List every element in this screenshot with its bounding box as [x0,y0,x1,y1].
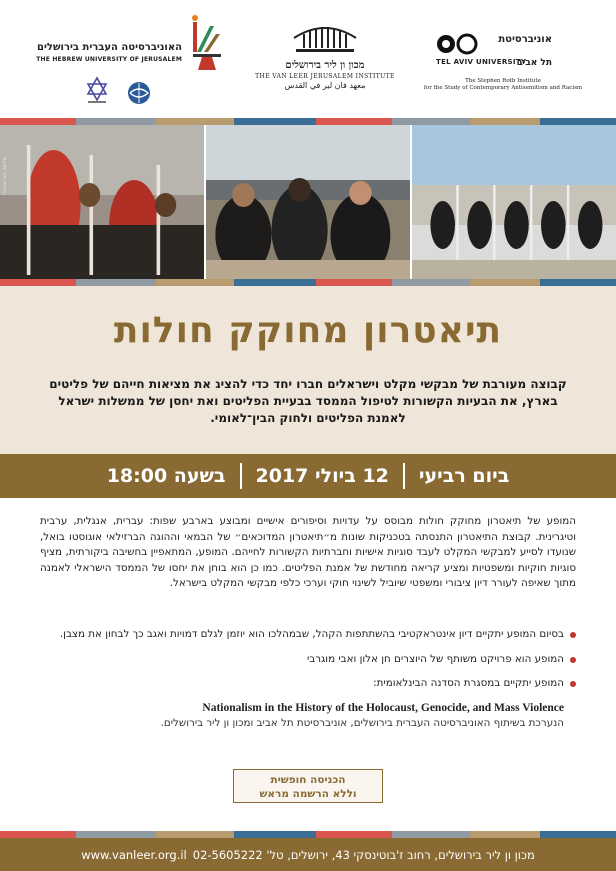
tau-name-hebrew-2: תל אביב [517,58,552,68]
free-entry-line-1: הכניסה חופשית [270,774,346,786]
menorah-emblem-icon [190,14,224,72]
event-time: בשעה 18:00 [106,465,226,487]
date-separator [403,463,405,489]
performance-photo-2 [206,125,410,279]
event-intro: קבוצה מעורבת של מבקשי מקלט וישראלים חברו יחד כדי להציג את מציאות חייהם של פליטים בארץ, את הבעיות הקשורות לטיפול הממסד בבעיית הפליטים ואת יחסן של ממשלות ישראל לאמנת הפליטים ולחוק הבין־לאומי. [49,377,567,425]
globe-icon [126,80,152,106]
photo-strip [0,125,616,279]
color-strip-bottom [0,831,616,838]
performance-photo-1 [0,125,204,279]
event-title: תיאטרון מחוקק חולות [113,310,503,351]
van-leer-name-hebrew: מכון ון ליר בירושלים [285,60,365,71]
date-bar [0,454,616,498]
huji-name-hebrew: האוניברסיטה העברית בירושלים [36,42,182,53]
event-description: המופע של תיאטרון מחוקק חולות מבוסס על עדויות וסיפורים אישיים ומבוצע בארבע שפות: עברית, אנגלית, ערבית וטיגרינית. קבוצת התיאטרון התנסתה בטכניקות שונות מ״תיאטרון המדוכאים״ של הבמאי וההוגה הברזילאי אוגוסטו בואל, שנועדו לסייע למבקשי המקלט לעבד סוגיות אישיות וחברתיות הקשורות לחייהם. המופע, המתאפיין בחשיבה ביקורתית, מציף סוגיות חוקיות ומשפטיות ומציע קריאה מחודשת של אמנת הפליטים. כמו כן הוא בוחן את יחסו של הממסד הישראלי לאמנה מתוך שאיפה לעורר דיון ציבורי ומשפטי שיוביל לשינוי חוקי וערכי כלפי מבקשי המקלט בישראל. [40,515,576,589]
color-strip-top [0,118,616,125]
tau-circles-icon [436,32,480,56]
free-entry-box [233,769,383,803]
van-leer-name-arabic: معهد فان لير في القدس [284,81,366,90]
performance-photo-3 [412,125,616,279]
free-entry-line-2: וללא הרשמה מראש [259,788,357,800]
huji-name-english: THE HEBREW UNIVERSITY OF JERUSALEM [36,56,182,63]
event-details-list [40,627,576,732]
list-item: המופע הוא פרויקט משותף של היוצרים חן אלון ואבי מוגרבי [40,652,576,668]
van-leer-building-icon [290,18,360,54]
footer-address: מכון ון ליר בירושלים, רחוב ז'בוטינסקי 43, ירושלים, טל' 02-5605222 [192,847,535,862]
list-item: בסיום המופע יתקיים דיון אינטראקטיבי בהשתתפות הקהל, שבמהלכו הוא יוזמן לגלם דמויות ואגב כך לבחון את מצבן. [40,627,576,643]
footer-website[interactable]: www.vanleer.org.il [81,847,187,862]
roth-institute-name: The Stephen Roth Institute [465,78,541,84]
date-separator [240,463,242,489]
star-of-david-icon [84,76,110,106]
tau-name-hebrew: אוניברסיטת [498,34,552,45]
list-item: המופע יתקיים במסגרת הסדנה הבינלאומית: [40,676,576,692]
footer [0,838,616,871]
van-leer-logo[interactable] [250,18,400,90]
conference-name: Nationalism in the History of the Holocaust, Genocide, and Mass Violence [202,701,564,714]
van-leer-name-english: THE VAN LEER JERUSALEM INSTITUTE [255,73,395,80]
tau-name-english: TEL AVIV UNIVERSITY [436,58,527,66]
title-section [0,286,616,454]
photo-credit: צילום: אבי מוגרבי [2,157,8,195]
event-date: 12 ביולי 2017 [255,465,389,487]
event-day: ביום רביעי [418,465,510,487]
conference-organizers: הנערכת בשיתוף האוניברסיטה העברית בירושלים, אוניברסיטת תל אביב ומכון ון ליר בירושלים. [160,717,564,729]
color-strip-middle [0,279,616,286]
roth-institute-subtitle: for the Study of Contemporary Antisemitism and Racism [423,85,583,91]
header [0,0,616,118]
